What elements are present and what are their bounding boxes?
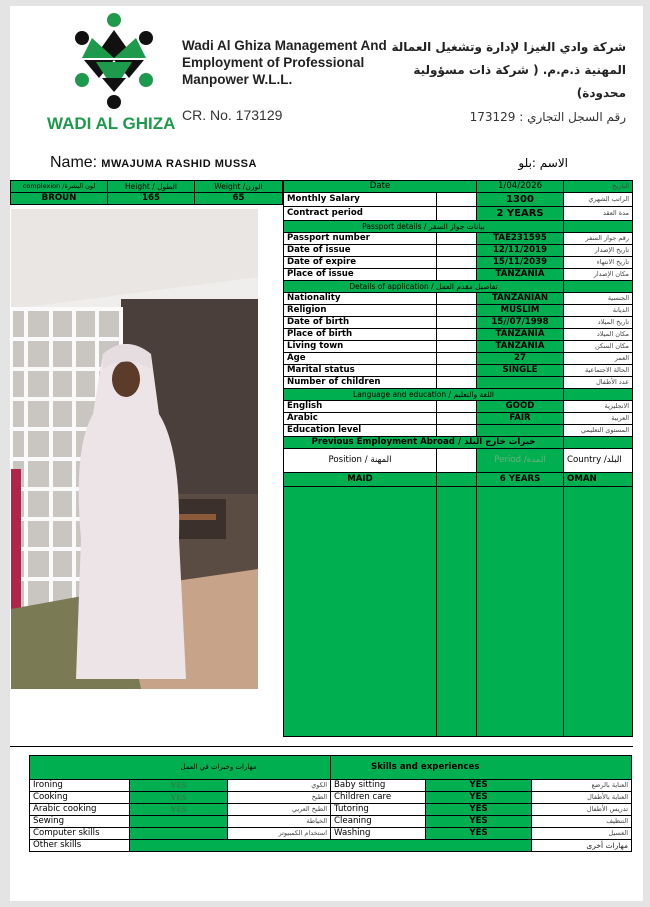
skill-label: Ironing (30, 780, 130, 792)
blank-cell (437, 233, 477, 245)
field-value: FAIR (477, 413, 564, 425)
field-label-ar: الديانة (564, 305, 633, 317)
field-label: Living town (284, 341, 437, 353)
field-label-ar: تاريخ الإصدار (564, 245, 633, 257)
field-label: Number of children (284, 377, 437, 389)
skill-value (130, 840, 532, 852)
skill-row (30, 828, 632, 840)
details-table (283, 180, 633, 737)
field-label-ar: الجنسية (564, 293, 633, 305)
candidate-name (50, 154, 257, 173)
field-value: TANZANIAN (477, 293, 564, 305)
application-row (284, 377, 633, 389)
weight-value: 65 (195, 193, 283, 205)
skills-title-ar: مهارات وخبرات في العمل (30, 756, 331, 780)
field-label: Date of birth (284, 317, 437, 329)
country-header: Country /البلد (564, 449, 633, 473)
skill-value: YES (426, 816, 532, 828)
skill-value: YES (426, 780, 532, 792)
blank-cell (437, 341, 477, 353)
skill-value: YES (426, 804, 532, 816)
field-value: TANZANIA (477, 269, 564, 281)
skill-label-ar: التنظيف (532, 816, 632, 828)
field-value (477, 425, 564, 437)
skill-row (30, 816, 632, 828)
application-row (284, 365, 633, 377)
field-value: GOOD (477, 401, 564, 413)
company-name-line: Manpower W.L.L. (182, 72, 293, 87)
field-value: TAE231595 (477, 233, 564, 245)
company-name-ar-line: محدودة) (576, 86, 626, 100)
date-label: Date (284, 181, 477, 193)
skill-label-ar: الكوي (228, 780, 331, 792)
language-section (284, 389, 633, 401)
skill-label-ar: العناية بالرضع (532, 780, 632, 792)
skill-label: Baby sitting (331, 780, 426, 792)
section-title: Details of application / تفاصيل مقدم العمل (284, 281, 564, 293)
skill-label-ar: مهارات أخرى (532, 840, 632, 852)
field-label-ar: رقم جواز السفر (564, 233, 633, 245)
section-title: Passport details / بيانات جواز السفر (284, 221, 564, 233)
photo-illustration (11, 209, 258, 689)
company-name-en (182, 37, 387, 88)
field-label: Arabic (284, 413, 437, 425)
cr-number-en: CR. No. 173129 (182, 107, 283, 123)
company-name-ar (391, 36, 626, 105)
candidate-photo (11, 209, 258, 689)
physical-table (10, 180, 283, 205)
skill-label: Cooking (30, 792, 130, 804)
skills-table (29, 755, 632, 852)
application-row (284, 317, 633, 329)
blank-cell (437, 329, 477, 341)
skill-label-ar: الطبخ العربي (228, 804, 331, 816)
blank-cell (564, 221, 633, 233)
field-label-ar: المستوى التعليمي (564, 425, 633, 437)
skill-label: Arabic cooking (30, 804, 130, 816)
language-row (284, 401, 633, 413)
blank-cell (437, 305, 477, 317)
skill-label-ar: الخياطة (228, 816, 331, 828)
blank-cell (564, 437, 633, 449)
skill-label-ar: الطبخ (228, 792, 331, 804)
skill-label: Computer skills (30, 828, 130, 840)
skill-value: YES (130, 792, 228, 804)
passport-row (284, 269, 633, 281)
field-label: Date of expire (284, 257, 437, 269)
field-value: MUSLIM (477, 305, 564, 317)
field-label: Place of birth (284, 329, 437, 341)
field-label: Age (284, 353, 437, 365)
field-value: 2 YEARS (477, 207, 564, 221)
application-row (284, 305, 633, 317)
skill-label: Sewing (30, 816, 130, 828)
blank-cell (437, 365, 477, 377)
name-label-ar: الاسم :بلو (518, 156, 568, 170)
skill-row (30, 792, 632, 804)
skill-label-ar: تدريس الأطفال (532, 804, 632, 816)
passport-row (284, 245, 633, 257)
employment-position: MAID (284, 473, 437, 487)
employment-row (284, 473, 633, 487)
logo-wordmark: WADI AL GHIZA (47, 114, 176, 133)
field-label-ar: مكان الميلاد (564, 329, 633, 341)
blank-cell (437, 269, 477, 281)
field-value: TANZANIA (477, 329, 564, 341)
blank-cell (564, 487, 633, 737)
blank-cell (437, 425, 477, 437)
employment-header-row (284, 449, 633, 473)
skill-value (130, 828, 228, 840)
field-value: TANZANIA (477, 341, 564, 353)
skill-value: YES (426, 792, 532, 804)
company-name-ar-line: شركة وادي الغيزا لإدارة وتشغيل العمالة (391, 40, 626, 54)
field-label: Education level (284, 425, 437, 437)
employment-period: 6 YEARS (477, 473, 564, 487)
blank-cell (564, 389, 633, 401)
application-row (284, 329, 633, 341)
company-name-line: Employment of Professional (182, 55, 365, 70)
complexion-header: complexion /لون البشرة (11, 181, 108, 193)
complexion-value: BROUN (11, 193, 108, 205)
blank-cell (437, 257, 477, 269)
employment-country: OMAN (564, 473, 633, 487)
field-value (477, 377, 564, 389)
application-row (284, 341, 633, 353)
passport-row (284, 257, 633, 269)
section-title: Language and education / اللغة والتعليم (284, 389, 564, 401)
field-label-ar: تاريخ الانتهاء (564, 257, 633, 269)
field-label-ar: العمر (564, 353, 633, 365)
skills-title-en: Skills and experiences (331, 756, 632, 780)
field-label-ar: العربية (564, 413, 633, 425)
skill-label-ar: استخدام الكمبيوتر (228, 828, 331, 840)
company-logo (44, 10, 184, 115)
skill-label: Washing (331, 828, 426, 840)
language-row (284, 425, 633, 437)
passport-section (284, 221, 633, 233)
field-label: Place of issue (284, 269, 437, 281)
date-value: 1/04/2026 (477, 181, 564, 193)
field-value: SINGLE (477, 365, 564, 377)
field-value: 1300 (477, 193, 564, 207)
field-label: Religion (284, 305, 437, 317)
blank-cell (437, 413, 477, 425)
field-label-ar: مكان السكن (564, 341, 633, 353)
period-header: Period /المدة (477, 449, 564, 473)
skill-label-ar: العناية بالأطفال (532, 792, 632, 804)
contract-row (284, 207, 633, 221)
field-label: Monthly Salary (284, 193, 437, 207)
skill-label: Cleaning (331, 816, 426, 828)
blank-cell (437, 293, 477, 305)
skills-header (30, 756, 632, 780)
field-label-ar: الراتب الشهري (564, 193, 633, 207)
blank-cell (437, 317, 477, 329)
skill-row (30, 804, 632, 816)
field-label-ar: تاريخ الميلاد (564, 317, 633, 329)
blank-cell (437, 487, 477, 737)
name-label: Name: (50, 154, 98, 171)
field-label: Marital status (284, 365, 437, 377)
blank-cell (437, 401, 477, 413)
field-value: 15//07/1998 (477, 317, 564, 329)
employment-section (284, 437, 633, 449)
blank-cell (564, 281, 633, 293)
field-label: Passport number (284, 233, 437, 245)
field-label-ar: الانجليزية (564, 401, 633, 413)
employment-empty-row (284, 487, 633, 737)
skill-row (30, 780, 632, 792)
blank-cell (477, 487, 564, 737)
field-label: Nationality (284, 293, 437, 305)
skill-label: Children care (331, 792, 426, 804)
company-name-ar-line: المهنية ذ.م.م. ( شركة ذات مسؤولية (413, 63, 626, 77)
blank-cell (437, 353, 477, 365)
field-label-ar: مكان الإصدار (564, 269, 633, 281)
blank-cell (437, 193, 477, 207)
skill-value: YES (130, 804, 228, 816)
field-value: 15/11/2039 (477, 257, 564, 269)
blank-cell (437, 473, 477, 487)
weight-header: Weight /الوزن (195, 181, 283, 193)
name-value: MWAJUMA RASHID MUSSA (101, 158, 257, 170)
cr-number-ar: رقم السجل التجاري : 173129 (469, 110, 626, 124)
field-value: 12/11/2019 (477, 245, 564, 257)
field-value: 27 (477, 353, 564, 365)
application-row (284, 293, 633, 305)
section-divider (10, 746, 633, 747)
salary-row (284, 193, 633, 207)
field-label: Date of issue (284, 245, 437, 257)
skill-label-ar: الغسيل (532, 828, 632, 840)
field-label-ar: الحالة الاجتماعية (564, 365, 633, 377)
date-row (284, 181, 633, 193)
skill-value (130, 816, 228, 828)
blank-cell (437, 377, 477, 389)
blank-cell (437, 245, 477, 257)
field-label: Contract period (284, 207, 437, 221)
height-header: Height / الطول (108, 181, 195, 193)
field-label-ar: مدة العقد (564, 207, 633, 221)
section-title: Previous Employment Abroad / خبرات خارج البلد (284, 437, 564, 449)
blank-cell (437, 449, 477, 473)
passport-row (284, 233, 633, 245)
field-label: English (284, 401, 437, 413)
field-label-ar: عدد الأطفال (564, 377, 633, 389)
application-section (284, 281, 633, 293)
skill-value: YES (426, 828, 532, 840)
skill-value: YES (130, 780, 228, 792)
application-row (284, 353, 633, 365)
position-header: Position / المهنة (284, 449, 437, 473)
date-label-ar: التاريخ (564, 181, 633, 193)
other-skills-row (30, 840, 632, 852)
language-row (284, 413, 633, 425)
height-value: 165 (108, 193, 195, 205)
blank-cell (284, 487, 437, 737)
skill-label: Other skills (30, 840, 130, 852)
company-name-line: Wadi Al Ghiza Management And (182, 38, 387, 53)
skill-label: Tutoring (331, 804, 426, 816)
blank-cell (437, 207, 477, 221)
